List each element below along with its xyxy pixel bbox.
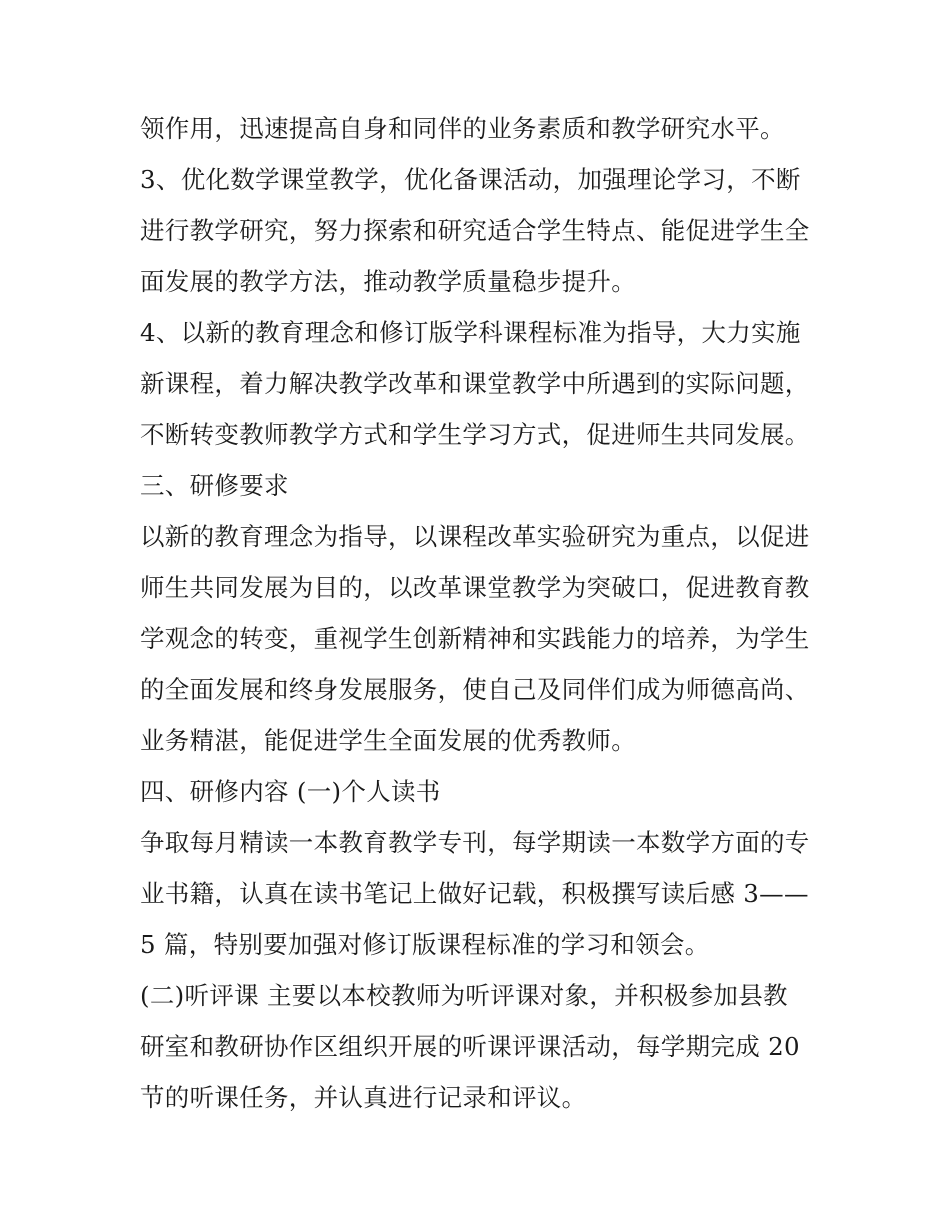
text-line: (二)听评课 主要以本校教师为听评课对象，并积极参加县教 (140, 981, 788, 1010)
section-heading: 三、研修要求 (140, 471, 289, 500)
text-line: 3、优化数学课堂教学，优化备课活动，加强理论学习，不断 (140, 165, 801, 194)
text-line: 面发展的教学方法，推动教学质量稳步提升。 (140, 267, 636, 296)
document-body (140, 103, 820, 1123)
text-line: 的全面发展和终身发展服务，使自己及同伴们成为师德高尚、 (140, 675, 810, 704)
text-line: 业务精湛，能促进学生全面发展的优秀教师。 (140, 726, 636, 755)
text-line: 新课程，着力解决教学改革和课堂教学中所遇到的实际问题， (140, 369, 810, 398)
text-line: 领作用，迅速提高自身和同伴的业务素质和教学研究水平。 (140, 114, 785, 143)
text-line: 5 篇，特别要加强对修订版课程标准的学习和领会。 (140, 930, 710, 959)
text-line: 学观念的转变，重视学生创新精神和实践能力的培养，为学生 (140, 624, 810, 653)
text-line: 业书籍，认真在读书笔记上做好记载，积极撰写读后感 3—— (140, 879, 809, 908)
text-line: 以新的教育理念为指导，以课程改革实验研究为重点，以促进 (140, 522, 810, 551)
text-line: 争取每月精读一本教育教学专刊，每学期读一本数学方面的专 (140, 828, 810, 857)
text-line: 节的听课任务，并认真进行记录和评议。 (140, 1083, 587, 1112)
text-line: 4、以新的教育理念和修订版学科课程标准为指导，大力实施 (140, 318, 801, 347)
text-line: 研室和教研协作区组织开展的听课评课活动，每学期完成 20 (140, 1032, 800, 1061)
section-heading: 四、研修内容 (一)个人读书 (140, 777, 441, 806)
text-line: 进行教学研究，努力探索和研究适合学生特点、能促进学生全 (140, 216, 810, 245)
text-line: 不断转变教师教学方式和学生学习方式，促进师生共同发展。 (140, 420, 810, 449)
text-line: 师生共同发展为目的，以改革课堂教学为突破口，促进教育教 (140, 573, 810, 602)
